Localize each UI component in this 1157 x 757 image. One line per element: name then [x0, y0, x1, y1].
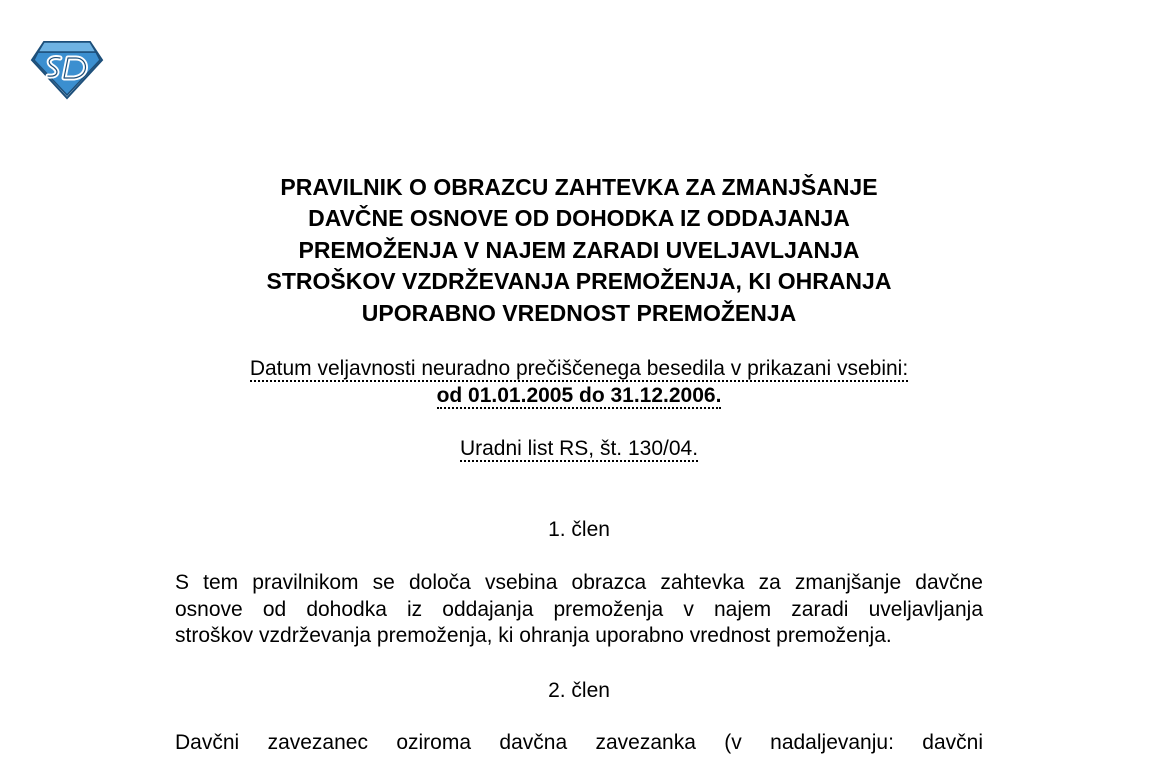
article-body — [175, 730, 983, 757]
validity-block — [175, 355, 983, 409]
validity-dates: od 01.01.2005 do 31.12.2006. — [436, 384, 722, 407]
document-title — [175, 172, 983, 329]
article-line: S tem pravilnikom se določa vsebina obrazca zahtevka za zmanjšanje davčne — [175, 571, 983, 594]
sd-logo-icon — [30, 40, 104, 100]
title-line: STROŠKOV VZDRŽEVANJA PREMOŽENJA, KI OHRANJA — [266, 268, 892, 295]
title-line: DAVČNE OSNOVE OD DOHODKA IZ ODDAJANJA — [308, 205, 850, 232]
gazette-reference: Uradni list RS, št. 130/04. — [459, 437, 699, 460]
title-line: PREMOŽENJA V NAJEM ZARADI UVELJAVLJANJA — [298, 236, 860, 263]
title-line: UPORABNO VREDNOST PREMOŽENJA — [361, 299, 797, 326]
article-heading: 1. člen — [548, 518, 610, 541]
article-line: Davčni zavezanec oziroma davčna zavezanka (v nadaljevanju: davčni — [175, 731, 983, 754]
article-line: stroškov vzdrževanja premoženja, ki ohranja uporabno vrednost premoženja. — [175, 624, 892, 647]
title-line: PRAVILNIK O OBRAZCU ZAHTEVKA ZA ZMANJŠANJE — [280, 174, 878, 200]
validity-label: Datum veljavnosti neuradno prečiščenega besedila v prikazani vsebini: — [249, 357, 909, 380]
article-body — [175, 570, 983, 650]
gazette-block — [175, 435, 983, 462]
article-line: osnove od dohodka iz oddajanja premoženja v najem zaradi uveljavljanja — [175, 597, 983, 621]
article-heading: 2. člen — [548, 679, 610, 702]
